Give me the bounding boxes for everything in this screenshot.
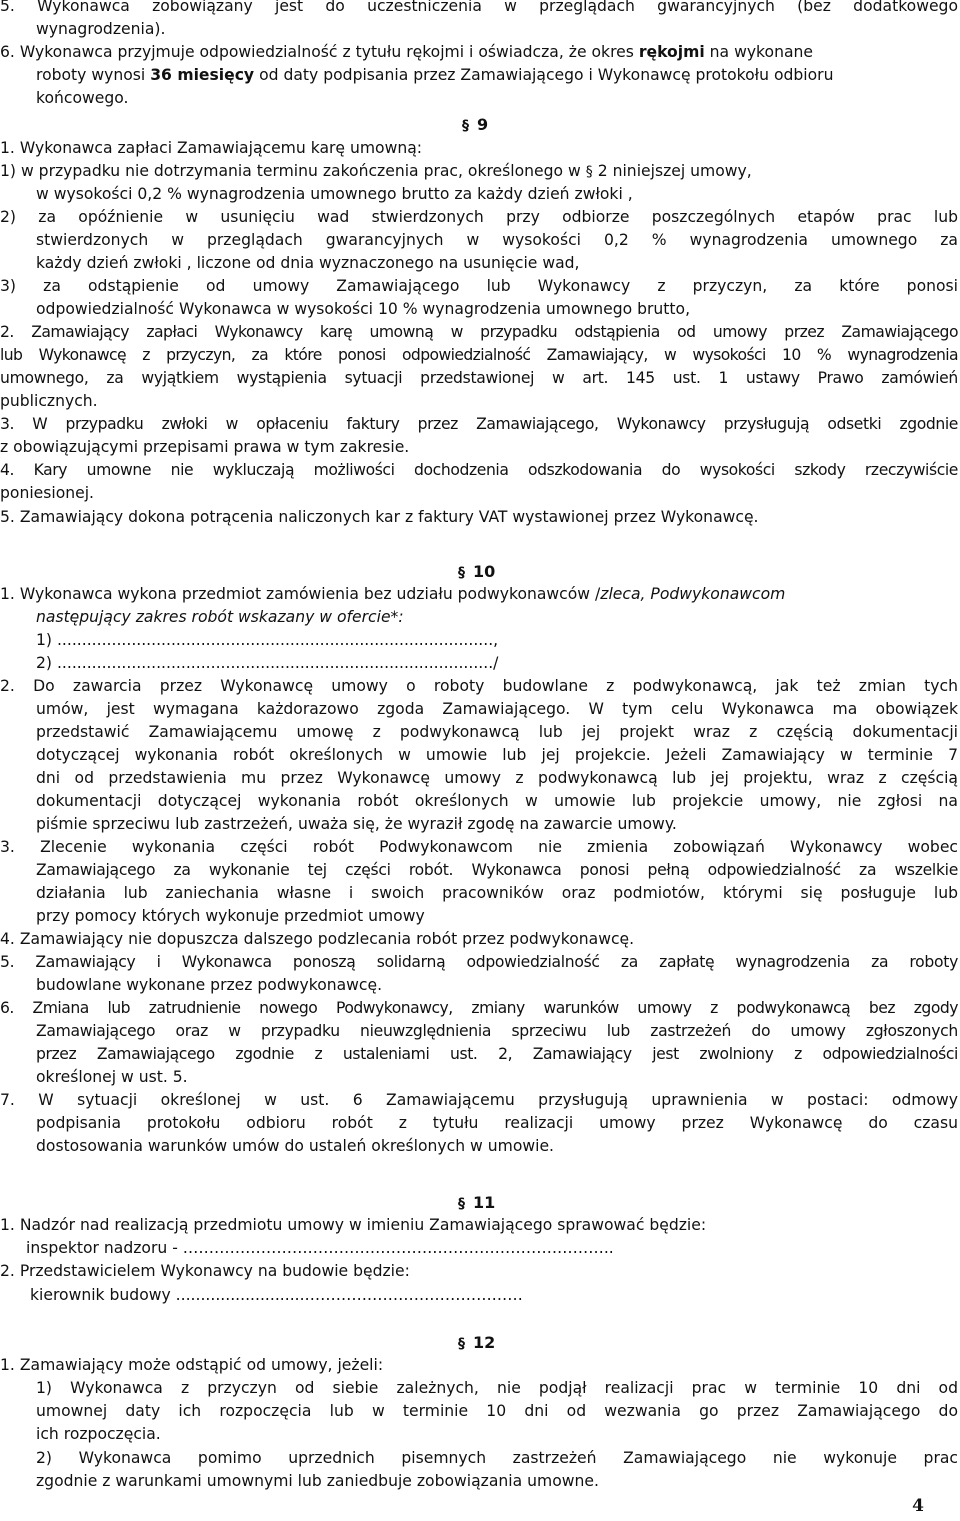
section-heading-11: § 11 bbox=[458, 1193, 496, 1212]
paragraph-line: poniesionej. bbox=[0, 484, 95, 502]
paragraph-line: 2. Zamawiający zapłaci Wykonawcy karę umowną w przypadku odstąpienia od umowy przez Zamawiającego bbox=[0, 323, 958, 341]
paragraph-line: 3. W przypadku zwłoki w opłaceniu faktury przez Zamawiającego, Wykonawcy przysługują odsetki zgodnie bbox=[0, 415, 958, 433]
paragraph-line: w wysokości 0,2 % wynagrodzenia umownego brutto za każdy dzień zwłoki , bbox=[36, 185, 633, 203]
paragraph-line: 2) za opóźnienie w usunięciu wad stwierdzonych przy odbiorze poszczególnych etapów prac lub bbox=[0, 208, 958, 226]
paragraph-line: 1) w przypadku nie dotrzymania terminu zakończenia prac, określonego w § 2 niniejszej umowy, bbox=[0, 162, 752, 180]
paragraph-line: 3) za odstąpienie od umowy Zamawiającego lub Wykonawcy z przyczyn, za które ponosi bbox=[0, 277, 958, 295]
site-manager-field: kierownik budowy ..........................…………………………………… bbox=[30, 1286, 523, 1304]
paragraph-line: dostosowania warunków umów do ustaleń określonych w umowie. bbox=[36, 1137, 555, 1155]
paragraph-line: podpisania protokołu odbioru robót z tytułu realizacji umowy przez Wykonawcę do czasu bbox=[36, 1114, 958, 1132]
paragraph-line: umownej daty ich rozpoczęcia lub w terminie 10 dni od wezwania go przez Zamawiającego do bbox=[36, 1402, 958, 1420]
paragraph-line: Zamawiającego oraz w przypadku nieuwzględnienia sprzeciwu lub zastrzeżeń do umowy zgłoszonych bbox=[36, 1022, 958, 1040]
paragraph-line: umownego, za wyjątkiem wystąpienia sytuacji przedstawionej w art. 145 ust. 1 ustawy Prawo zamówień bbox=[0, 369, 958, 387]
paragraph-line: działania lub zaniechania własne i swoich pracowników oraz podmiotów, którymi się posługuje lub bbox=[36, 884, 958, 902]
paragraph-line: z obowiązującymi przepisami prawa w tym zakresie. bbox=[0, 438, 410, 456]
paragraph-line: budowlane wykonane przez podwykonawcę. bbox=[36, 976, 383, 994]
paragraph-line: 1) ........................................................................................, bbox=[36, 631, 499, 649]
paragraph-line: lub Wykonawcę z przyczyn, za które ponosi odpowiedzialność Zamawiający, w wysokości 10 % wynagrodzenia bbox=[0, 346, 958, 364]
paragraph-line: 3. Zlecenie wykonania części robót Podwykonawcom nie zmienia zobowiązań Wykonawcy wobec bbox=[0, 838, 958, 856]
paragraph-line: 1. Wykonawca zapłaci Zamawiającemu karę umowną: bbox=[0, 139, 423, 157]
paragraph-line: każdy dzień zwłoki , liczone od dnia wyznaczonego na usunięcie wad, bbox=[36, 254, 580, 272]
paragraph-line: 1. Wykonawca wykona przedmiot zamówienia bez udziału podwykonawców /zleca, Podwykonawcom bbox=[0, 585, 786, 603]
paragraph-line: 1) Wykonawca z przyczyn od siebie zależnych, nie podjął realizacji prac w terminie 10 dni od bbox=[36, 1379, 958, 1397]
paragraph-line: 2) Wykonawca pomimo uprzednich pisemnych zastrzeżeń Zamawiającego nie wykonuje prac bbox=[36, 1449, 958, 1467]
paragraph-line: umów, jest wymagana każdorazowo zgoda Zamawiającego. W tym celu Wykonawca ma obowiązek bbox=[36, 700, 958, 718]
paragraph-line: wynagrodzenia). bbox=[36, 20, 166, 38]
section-heading-9: § 9 bbox=[462, 115, 489, 134]
paragraph-line: 1. Nadzór nad realizacją przedmiotu umowy w imieniu Zamawiającego sprawować będzie: bbox=[0, 1216, 707, 1234]
paragraph-line: 4. Zamawiający nie dopuszcza dalszego podzlecania robót przez podwykonawcę. bbox=[0, 930, 635, 948]
paragraph-line: piśmie sprzeciwu lub zastrzeżeń, uważa się, że wyraził zgodę na zawarcie umowy. bbox=[36, 815, 677, 833]
section-heading-10: § 10 bbox=[458, 562, 496, 581]
paragraph-line: przez Zamawiającego zgodnie z ustaleniami ust. 2, Zamawiający jest zwolniony z odpowiedzialności bbox=[36, 1045, 958, 1063]
paragraph-line: 5. Zamawiający i Wykonawca ponoszą solidarną odpowiedzialność za zapłatę wynagrodzenia za roboty bbox=[0, 953, 958, 971]
paragraph-line: przedstawić Zamawiającemu umowę z podwykonawcą lub jej projekt wraz z częścią dokumentacji bbox=[36, 723, 958, 741]
paragraph-line: przy pomocy których wykonuje przedmiot umowy bbox=[36, 907, 425, 925]
paragraph-line: zgodnie z warunkami umownymi lub zaniedbuje zobowiązania umowne. bbox=[36, 1472, 599, 1490]
paragraph-line: 5. Zamawiający dokona potrącenia naliczonych kar z faktury VAT wystawionej przez Wykonawcę. bbox=[0, 508, 759, 526]
paragraph-line: następujący zakres robót wskazany w ofercie*: bbox=[36, 608, 404, 626]
paragraph-line: 6. Wykonawca przyjmuje odpowiedzialność z tytułu rękojmi i oświadcza, że okres rękojmi na wykonane bbox=[0, 43, 813, 61]
paragraph-line: dotyczącej wykonania robót określonych w umowie lub jej projekcie. Jeżeli Zamawiający w terminie 7 bbox=[36, 746, 958, 764]
paragraph-line: 6. Zmiana lub zatrudnienie nowego Podwykonawcy, zmiany warunków umowy z podwykonawcą bez zgody bbox=[0, 999, 958, 1017]
paragraph-line: odpowiedzialność Wykonawca w wysokości 10 % wynagrodzenia umownego brutto, bbox=[36, 300, 691, 318]
inspector-field: inspektor nadzoru - ……………………………………………………………………….. bbox=[26, 1239, 614, 1257]
paragraph-line: końcowego. bbox=[36, 89, 129, 107]
paragraph-line: dni od przedstawienia mu przez Wykonawcę umowy z podwykonawcą lub jej projektu, wraz z częścią bbox=[36, 769, 958, 787]
paragraph-line: 7. W sytuacji określonej w ust. 6 Zamawiającemu przysługują uprawnienia w postaci: odmowy bbox=[0, 1091, 958, 1109]
paragraph-line: 2. Przedstawicielem Wykonawcy na budowie będzie: bbox=[0, 1262, 410, 1280]
paragraph-line: 2. Do zawarcia przez Wykonawcę umowy o roboty budowlane z podwykonawcą, jak też zmian tych bbox=[0, 677, 958, 695]
paragraph-line: 1. Zamawiający może odstąpić od umowy, jeżeli: bbox=[0, 1356, 384, 1374]
paragraph-line: 2) ......................................................................................../ bbox=[36, 654, 499, 672]
paragraph-line: 4. Kary umowne nie wykluczają możliwości dochodzenia odszkodowania do wysokości szkody rzeczywiście bbox=[0, 461, 958, 479]
paragraph-line: stwierdzonych w przeglądach gwarancyjnych w wysokości 0,2 % wynagrodzenia umownego za bbox=[36, 231, 958, 249]
paragraph-line: 5. Wykonawca zobowiązany jest do uczestniczenia w przeglądach gwarancyjnych (bez dodatkowego bbox=[0, 0, 958, 15]
paragraph-line: dokumentacji dotyczącej wykonania robót określonych w umowie lub projekcie umowy, nie zgłosi na bbox=[36, 792, 958, 810]
paragraph-line: ich rozpoczęcia. bbox=[36, 1425, 161, 1443]
paragraph-line: roboty wynosi 36 miesięcy od daty podpisania przez Zamawiającego i Wykonawcę protokołu odbioru bbox=[36, 66, 834, 84]
paragraph-line: Zamawiającego za wykonanie tej części robót. Wykonawca ponosi pełną odpowiedzialność za wszelkie bbox=[36, 861, 958, 879]
page-number: 4 bbox=[912, 1496, 924, 1516]
paragraph-line: określonej w ust. 5. bbox=[36, 1068, 188, 1086]
section-heading-12: § 12 bbox=[458, 1333, 496, 1352]
paragraph-line: publicznych. bbox=[0, 392, 98, 410]
